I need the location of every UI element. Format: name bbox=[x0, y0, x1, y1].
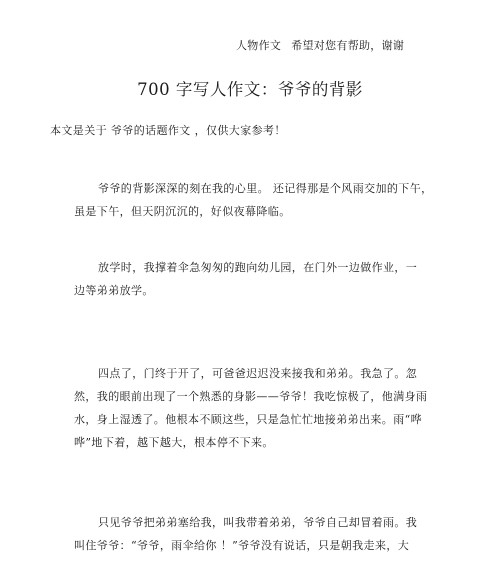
header-note: 希望对您有帮助，谢谢 bbox=[291, 39, 405, 52]
paragraph-1 bbox=[74, 177, 433, 223]
paragraph-line: 四点了，门终于开了，可爸爸迟迟没来接我和弟弟。我急了。忽 bbox=[98, 367, 418, 380]
paragraph-line: 放学时，我撑着伞急匆匆的跑向幼儿园，在门外一边做作业，一 bbox=[98, 261, 418, 274]
page-header bbox=[236, 37, 404, 53]
paragraph-line: 边等弟弟放学。 bbox=[74, 284, 154, 297]
intro-line: 本文是关于 爷爷的话题作文 ，仅供大家参考！ bbox=[50, 124, 286, 137]
paragraph-4 bbox=[74, 511, 424, 557]
paragraph-2 bbox=[74, 256, 424, 302]
header-category: 人物作文 bbox=[236, 39, 282, 52]
document-title: 700 字写人作文：爷爷的背影 bbox=[137, 80, 363, 99]
paragraph-3 bbox=[74, 362, 428, 454]
paragraph-line: 虽是下午，但天阴沉沉的，好似夜幕降临。 bbox=[74, 205, 291, 218]
paragraph-line: 爷爷的背影深深的刻在我的心里。 还记得那是个风雨交加的下午， bbox=[98, 182, 433, 195]
paragraph-line: 水，身上湿透了。他根本不顾这些，只是急忙忙地接弟弟出来。雨“哗 bbox=[74, 413, 423, 426]
paragraph-line: 叫住爷爷：“爷爷，雨伞给你 ！”爷爷没有说话，只是朝我走来，大 bbox=[74, 539, 410, 552]
paragraph-line: 然，我的眼前出现了一个熟悉的身影——爷爷！我吃惊极了，他满身雨 bbox=[74, 390, 428, 403]
paragraph-line: 哗”地下着，越下越大，根本停不下来。 bbox=[74, 436, 274, 449]
paragraph-line: 只见爷爷把弟弟塞给我，叫我带着弟弟，爷爷自己却冒着雨。我 bbox=[98, 516, 418, 529]
